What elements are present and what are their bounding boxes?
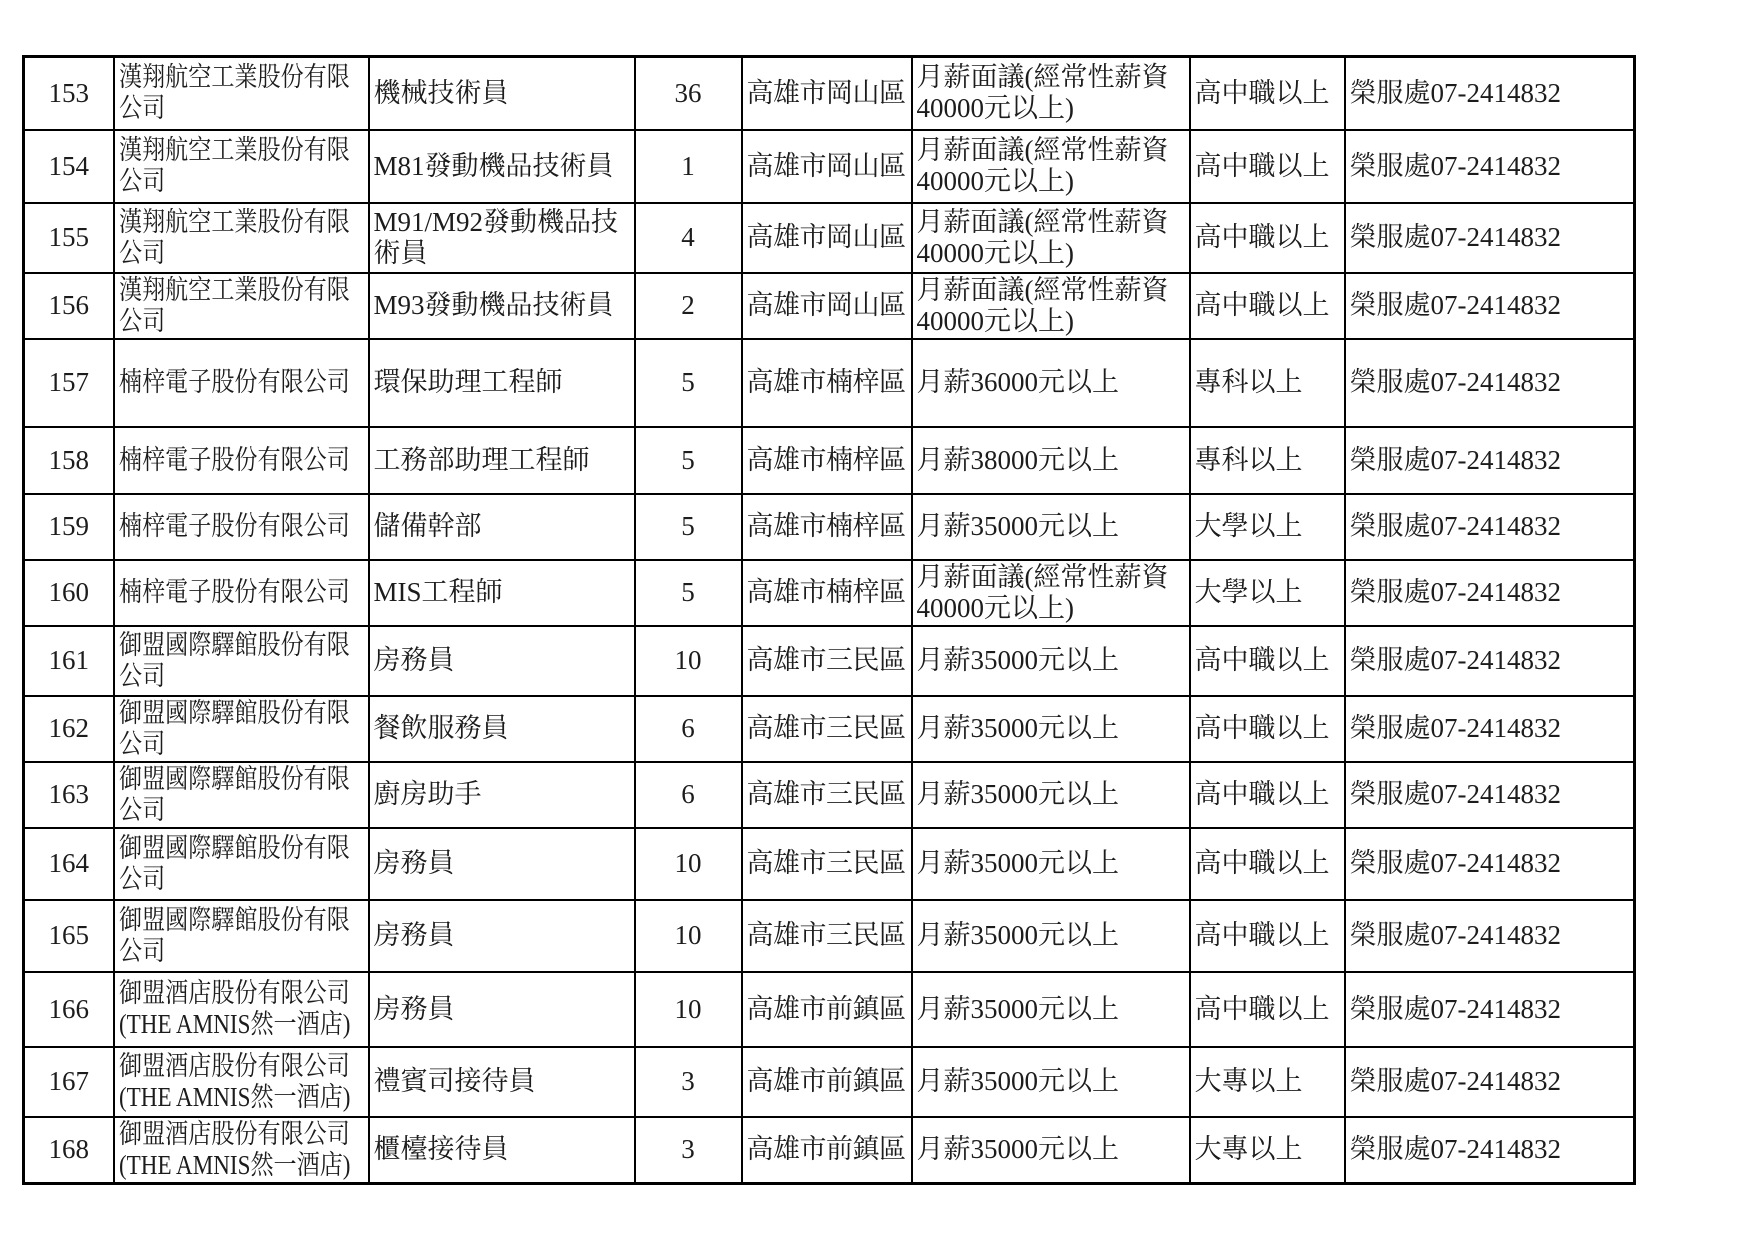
company-name-cell: [114, 828, 369, 900]
row-number-cell: 165: [24, 900, 114, 972]
openings-count-cell: 5: [635, 494, 742, 560]
contact-cell: 榮服處07-2414832: [1345, 130, 1635, 203]
table-row: [24, 972, 1635, 1047]
work-location-cell: 高雄市岡山區: [742, 273, 912, 339]
job-title-cell: 餐飲服務員: [369, 696, 635, 762]
salary-cell: 月薪35000元以上: [912, 696, 1190, 762]
company-name-text: 漢翔航空工業股份有限公司: [118, 135, 350, 196]
table-row: [24, 828, 1635, 900]
company-name-cell: [114, 762, 369, 828]
job-title-cell: 房務員: [369, 626, 635, 696]
table-row: [24, 339, 1635, 427]
company-name-cell: [114, 1047, 369, 1117]
contact-cell: 榮服處07-2414832: [1345, 57, 1635, 130]
row-number-cell: 156: [24, 273, 114, 339]
job-title-cell: 工務部助理工程師: [369, 427, 635, 494]
education-req-cell: 大學以上: [1190, 494, 1345, 560]
work-location-cell: 高雄市岡山區: [742, 203, 912, 273]
row-number-cell: 158: [24, 427, 114, 494]
salary-cell: 月薪36000元以上: [912, 339, 1190, 427]
company-name-cell: [114, 427, 369, 494]
company-name-text: 御盟國際驛館股份有限公司: [118, 629, 350, 691]
table-row: [24, 273, 1635, 339]
openings-count-cell: 6: [635, 696, 742, 762]
row-number-cell: 168: [24, 1117, 114, 1184]
job-title-cell: 禮賓司接待員: [369, 1047, 635, 1117]
company-name-text: 御盟國際驛館股份有限公司: [118, 697, 350, 759]
job-title-cell: 廚房助手: [369, 762, 635, 828]
row-number-cell: 166: [24, 972, 114, 1047]
salary-cell: 月薪35000元以上: [912, 1047, 1190, 1117]
education-req-cell: 高中職以上: [1190, 273, 1345, 339]
work-location-cell: 高雄市岡山區: [742, 130, 912, 203]
openings-count-cell: 10: [635, 828, 742, 900]
salary-cell: 月薪面議(經常性薪資40000元以上): [912, 560, 1190, 626]
company-name-cell: [114, 972, 369, 1047]
openings-count-cell: 36: [635, 57, 742, 130]
education-req-cell: 高中職以上: [1190, 900, 1345, 972]
company-name-text: 御盟酒店股份有限公司(THE AMNIS然一酒店): [118, 1050, 350, 1112]
company-name-cell: [114, 560, 369, 626]
contact-cell: 榮服處07-2414832: [1345, 1117, 1635, 1184]
contact-cell: 榮服處07-2414832: [1345, 972, 1635, 1047]
row-number-cell: 153: [24, 57, 114, 130]
row-number-cell: 157: [24, 339, 114, 427]
company-name-cell: [114, 203, 369, 273]
company-name-cell: [114, 696, 369, 762]
openings-count-cell: 10: [635, 626, 742, 696]
work-location-cell: 高雄市前鎮區: [742, 1117, 912, 1184]
company-name-text: 楠梓電子股份有限公司: [118, 444, 350, 475]
company-name-text: 御盟酒店股份有限公司(THE AMNIS然一酒店): [118, 978, 350, 1039]
table-row: [24, 494, 1635, 560]
education-req-cell: 高中職以上: [1190, 972, 1345, 1047]
education-req-cell: 大專以上: [1190, 1117, 1345, 1184]
education-req-cell: 高中職以上: [1190, 626, 1345, 696]
salary-cell: 月薪35000元以上: [912, 762, 1190, 828]
contact-cell: 榮服處07-2414832: [1345, 494, 1635, 560]
work-location-cell: 高雄市楠梓區: [742, 427, 912, 494]
company-name-text: 漢翔航空工業股份有限公司: [118, 62, 350, 124]
job-title-cell: 房務員: [369, 828, 635, 900]
education-req-cell: 高中職以上: [1190, 762, 1345, 828]
table-row: [24, 203, 1635, 273]
job-title-cell: 環保助理工程師: [369, 339, 635, 427]
job-title-cell: M91/M92發動機品技術員: [369, 203, 635, 273]
openings-count-cell: 5: [635, 427, 742, 494]
table-row: [24, 1117, 1635, 1184]
job-title-cell: 櫃檯接待員: [369, 1117, 635, 1184]
salary-cell: 月薪35000元以上: [912, 626, 1190, 696]
company-name-cell: [114, 339, 369, 427]
company-name-text: 御盟國際驛館股份有限公司: [118, 832, 350, 894]
row-number-cell: 154: [24, 130, 114, 203]
row-number-cell: 161: [24, 626, 114, 696]
education-req-cell: 大專以上: [1190, 1047, 1345, 1117]
work-location-cell: 高雄市前鎮區: [742, 1047, 912, 1117]
openings-count-cell: 3: [635, 1047, 742, 1117]
education-req-cell: 高中職以上: [1190, 130, 1345, 203]
salary-cell: 月薪35000元以上: [912, 828, 1190, 900]
table-row: [24, 57, 1635, 130]
contact-cell: 榮服處07-2414832: [1345, 626, 1635, 696]
work-location-cell: 高雄市楠梓區: [742, 339, 912, 427]
work-location-cell: 高雄市前鎮區: [742, 972, 912, 1047]
company-name-text: 楠梓電子股份有限公司: [118, 577, 350, 607]
job-title-cell: M81發動機品技術員: [369, 130, 635, 203]
contact-cell: 榮服處07-2414832: [1345, 900, 1635, 972]
table-row: [24, 626, 1635, 696]
contact-cell: 榮服處07-2414832: [1345, 203, 1635, 273]
contact-cell: 榮服處07-2414832: [1345, 339, 1635, 427]
salary-cell: 月薪38000元以上: [912, 427, 1190, 494]
education-req-cell: 高中職以上: [1190, 696, 1345, 762]
contact-cell: 榮服處07-2414832: [1345, 1047, 1635, 1117]
job-title-cell: MIS工程師: [369, 560, 635, 626]
company-name-text: 御盟國際驛館股份有限公司: [118, 763, 350, 825]
openings-count-cell: 5: [635, 560, 742, 626]
education-req-cell: 高中職以上: [1190, 203, 1345, 273]
table-row: [24, 560, 1635, 626]
row-number-cell: 167: [24, 1047, 114, 1117]
company-name-cell: [114, 273, 369, 339]
salary-cell: 月薪面議(經常性薪資40000元以上): [912, 57, 1190, 130]
openings-count-cell: 3: [635, 1117, 742, 1184]
row-number-cell: 155: [24, 203, 114, 273]
company-name-text: 御盟酒店股份有限公司(THE AMNIS然一酒店): [118, 1118, 350, 1180]
job-listings-table: [22, 55, 1636, 1185]
company-name-text: 漢翔航空工業股份有限公司: [118, 206, 350, 268]
openings-count-cell: 1: [635, 130, 742, 203]
table-row: [24, 1047, 1635, 1117]
education-req-cell: 高中職以上: [1190, 57, 1345, 130]
company-name-text: 御盟國際驛館股份有限公司: [118, 904, 350, 966]
work-location-cell: 高雄市楠梓區: [742, 560, 912, 626]
work-location-cell: 高雄市三民區: [742, 900, 912, 972]
company-name-cell: [114, 1117, 369, 1184]
job-title-cell: 房務員: [369, 900, 635, 972]
work-location-cell: 高雄市三民區: [742, 828, 912, 900]
job-title-cell: M93發動機品技術員: [369, 273, 635, 339]
openings-count-cell: 10: [635, 900, 742, 972]
row-number-cell: 159: [24, 494, 114, 560]
contact-cell: 榮服處07-2414832: [1345, 273, 1635, 339]
table-row: [24, 900, 1635, 972]
education-req-cell: 高中職以上: [1190, 828, 1345, 900]
company-name-text: 楠梓電子股份有限公司: [118, 367, 350, 397]
contact-cell: 榮服處07-2414832: [1345, 762, 1635, 828]
openings-count-cell: 5: [635, 339, 742, 427]
company-name-cell: [114, 130, 369, 203]
salary-cell: 月薪面議(經常性薪資40000元以上): [912, 273, 1190, 339]
contact-cell: 榮服處07-2414832: [1345, 560, 1635, 626]
job-title-cell: 機械技術員: [369, 57, 635, 130]
contact-cell: 榮服處07-2414832: [1345, 427, 1635, 494]
work-location-cell: 高雄市三民區: [742, 696, 912, 762]
table-row: [24, 427, 1635, 494]
table-row: [24, 130, 1635, 203]
work-location-cell: 高雄市三民區: [742, 626, 912, 696]
company-name-cell: [114, 900, 369, 972]
company-name-cell: [114, 57, 369, 130]
job-title-cell: 房務員: [369, 972, 635, 1047]
row-number-cell: 163: [24, 762, 114, 828]
salary-cell: 月薪35000元以上: [912, 972, 1190, 1047]
company-name-cell: [114, 494, 369, 560]
salary-cell: 月薪35000元以上: [912, 494, 1190, 560]
row-number-cell: 162: [24, 696, 114, 762]
salary-cell: 月薪面議(經常性薪資40000元以上): [912, 130, 1190, 203]
company-name-text: 漢翔航空工業股份有限公司: [118, 274, 350, 336]
work-location-cell: 高雄市三民區: [742, 762, 912, 828]
contact-cell: 榮服處07-2414832: [1345, 828, 1635, 900]
salary-cell: 月薪面議(經常性薪資40000元以上): [912, 203, 1190, 273]
work-location-cell: 高雄市楠梓區: [742, 494, 912, 560]
education-req-cell: 大學以上: [1190, 560, 1345, 626]
openings-count-cell: 6: [635, 762, 742, 828]
openings-count-cell: 10: [635, 972, 742, 1047]
row-number-cell: 164: [24, 828, 114, 900]
table-row: [24, 696, 1635, 762]
row-number-cell: 160: [24, 560, 114, 626]
openings-count-cell: 2: [635, 273, 742, 339]
table-row: [24, 762, 1635, 828]
salary-cell: 月薪35000元以上: [912, 900, 1190, 972]
education-req-cell: 專科以上: [1190, 427, 1345, 494]
company-name-cell: [114, 626, 369, 696]
company-name-text: 楠梓電子股份有限公司: [118, 511, 350, 541]
job-title-cell: 儲備幹部: [369, 494, 635, 560]
salary-cell: 月薪35000元以上: [912, 1117, 1190, 1184]
education-req-cell: 專科以上: [1190, 339, 1345, 427]
openings-count-cell: 4: [635, 203, 742, 273]
contact-cell: 榮服處07-2414832: [1345, 696, 1635, 762]
work-location-cell: 高雄市岡山區: [742, 57, 912, 130]
